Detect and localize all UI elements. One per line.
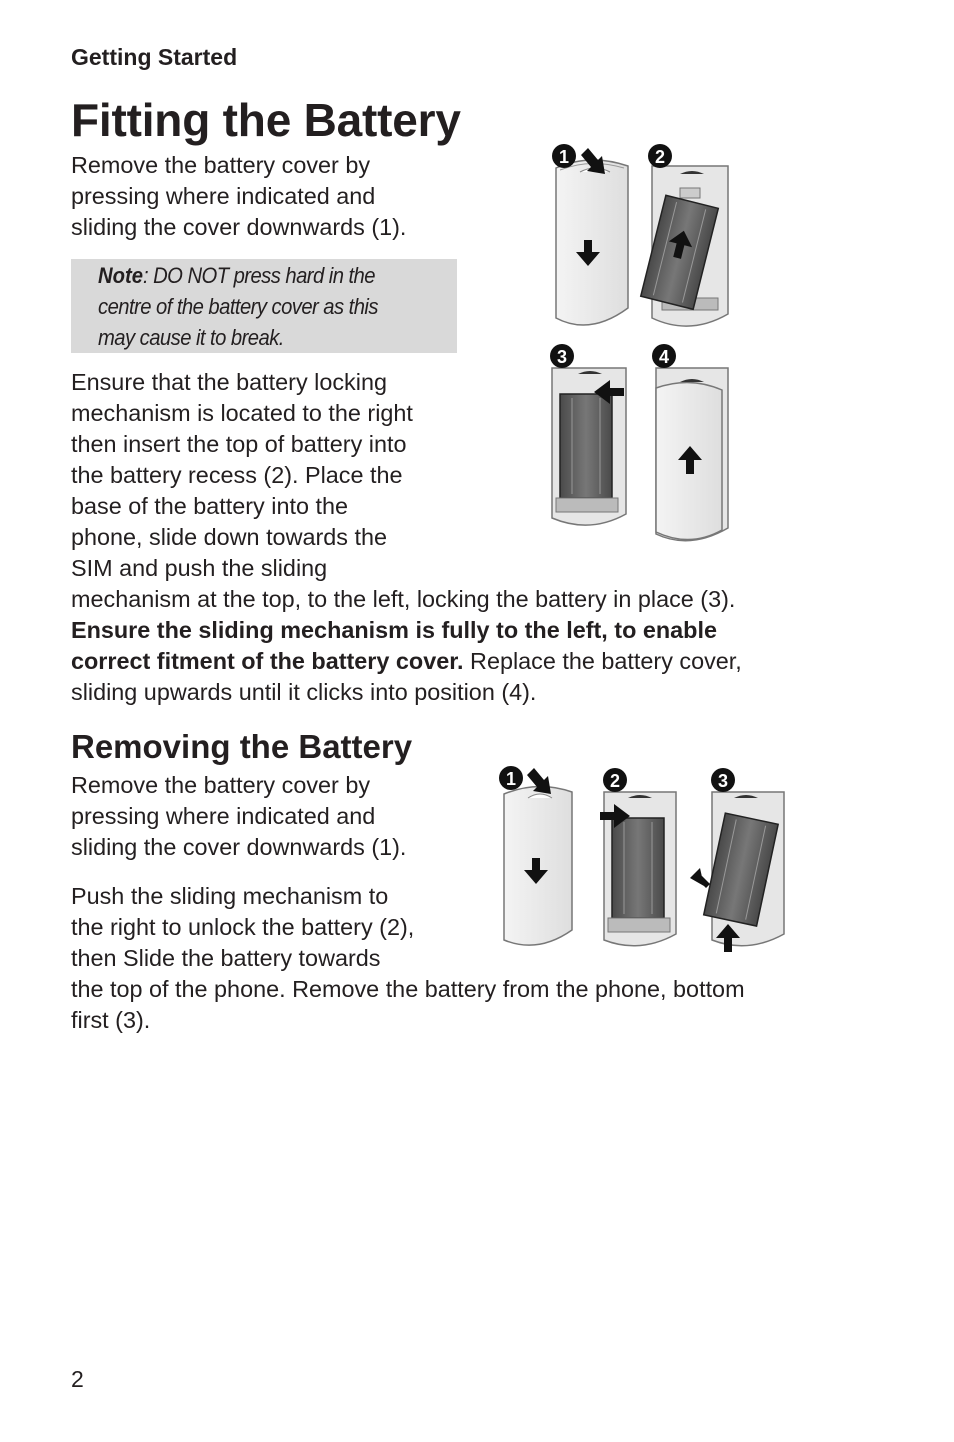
step-number: 3 — [717, 771, 729, 791]
step-number: 3 — [556, 347, 568, 367]
text-line: sliding the cover downwards (1). — [71, 214, 407, 240]
text-line: Push the sliding mechanism to — [71, 883, 389, 909]
fitting-intro — [71, 150, 406, 243]
text-line: the top of the phone. Remove the battery from the phone, bottom — [71, 976, 745, 1002]
removing-title: Removing the Battery — [71, 728, 413, 765]
step-number: 2 — [654, 147, 666, 167]
text-line: first (3). — [71, 1007, 151, 1033]
text-line: base of the battery into the — [71, 493, 348, 519]
text-line: mechanism at the top, to the left, locking the battery in place (3). — [71, 586, 736, 612]
note-line — [98, 260, 438, 291]
arrow-diagonal-icon — [690, 868, 710, 888]
remove-step-3-figure — [690, 768, 784, 952]
step-number: 2 — [609, 771, 621, 791]
fitting-title: Fitting the Battery — [71, 94, 461, 146]
remove-step-1-figure — [499, 766, 572, 945]
text-line: Remove the battery cover by — [71, 772, 371, 798]
note-box — [71, 259, 457, 353]
emphasis-line: Ensure the sliding mechanism is fully to the left, to enable — [71, 617, 717, 643]
step-2-figure — [641, 144, 728, 326]
text-line: phone, slide down towards the — [71, 524, 387, 550]
note-label: Note — [98, 263, 143, 288]
step-3-figure — [550, 344, 626, 525]
text-line: sliding the cover downwards (1). — [71, 834, 407, 860]
text-line: the battery recess (2). Place the — [71, 462, 403, 488]
step-number: 4 — [658, 347, 670, 367]
removing-illustration — [494, 760, 794, 956]
fitting-illustration — [540, 138, 740, 550]
text-line: sliding upwards until it clicks into position (4). — [71, 679, 537, 705]
step-1-figure — [552, 144, 628, 325]
text-tail: Replace the battery cover, — [463, 648, 742, 674]
emphasis-text: correct fitment of the battery cover. — [71, 648, 464, 674]
text-line: Remove the battery cover by — [71, 152, 371, 178]
text-line: pressing where indicated and — [71, 803, 376, 829]
removing-intro — [71, 770, 406, 863]
step-number: 1 — [558, 147, 570, 167]
note-line: centre of the battery cover as this — [98, 294, 378, 319]
section-label: Getting Started — [71, 44, 238, 70]
text-line: mechanism is located to the right — [71, 400, 413, 426]
note-line: may cause it to break. — [98, 325, 284, 350]
page-number: 2 — [71, 1366, 84, 1392]
remove-step-2-figure — [600, 768, 676, 946]
note-text — [98, 260, 438, 353]
text-line: the right to unlock the battery (2), — [71, 914, 415, 940]
text-line: then Slide the battery towards — [71, 945, 381, 971]
text-line: SIM and push the sliding — [71, 555, 328, 581]
step-number: 1 — [505, 769, 517, 789]
text-line: Ensure that the battery locking — [71, 369, 387, 395]
text-line: then insert the top of battery into — [71, 431, 407, 457]
note-line-text: : DO NOT press hard in the — [142, 263, 375, 288]
text-line — [71, 646, 791, 677]
step-4-figure — [652, 344, 728, 541]
text-line: pressing where indicated and — [71, 183, 376, 209]
